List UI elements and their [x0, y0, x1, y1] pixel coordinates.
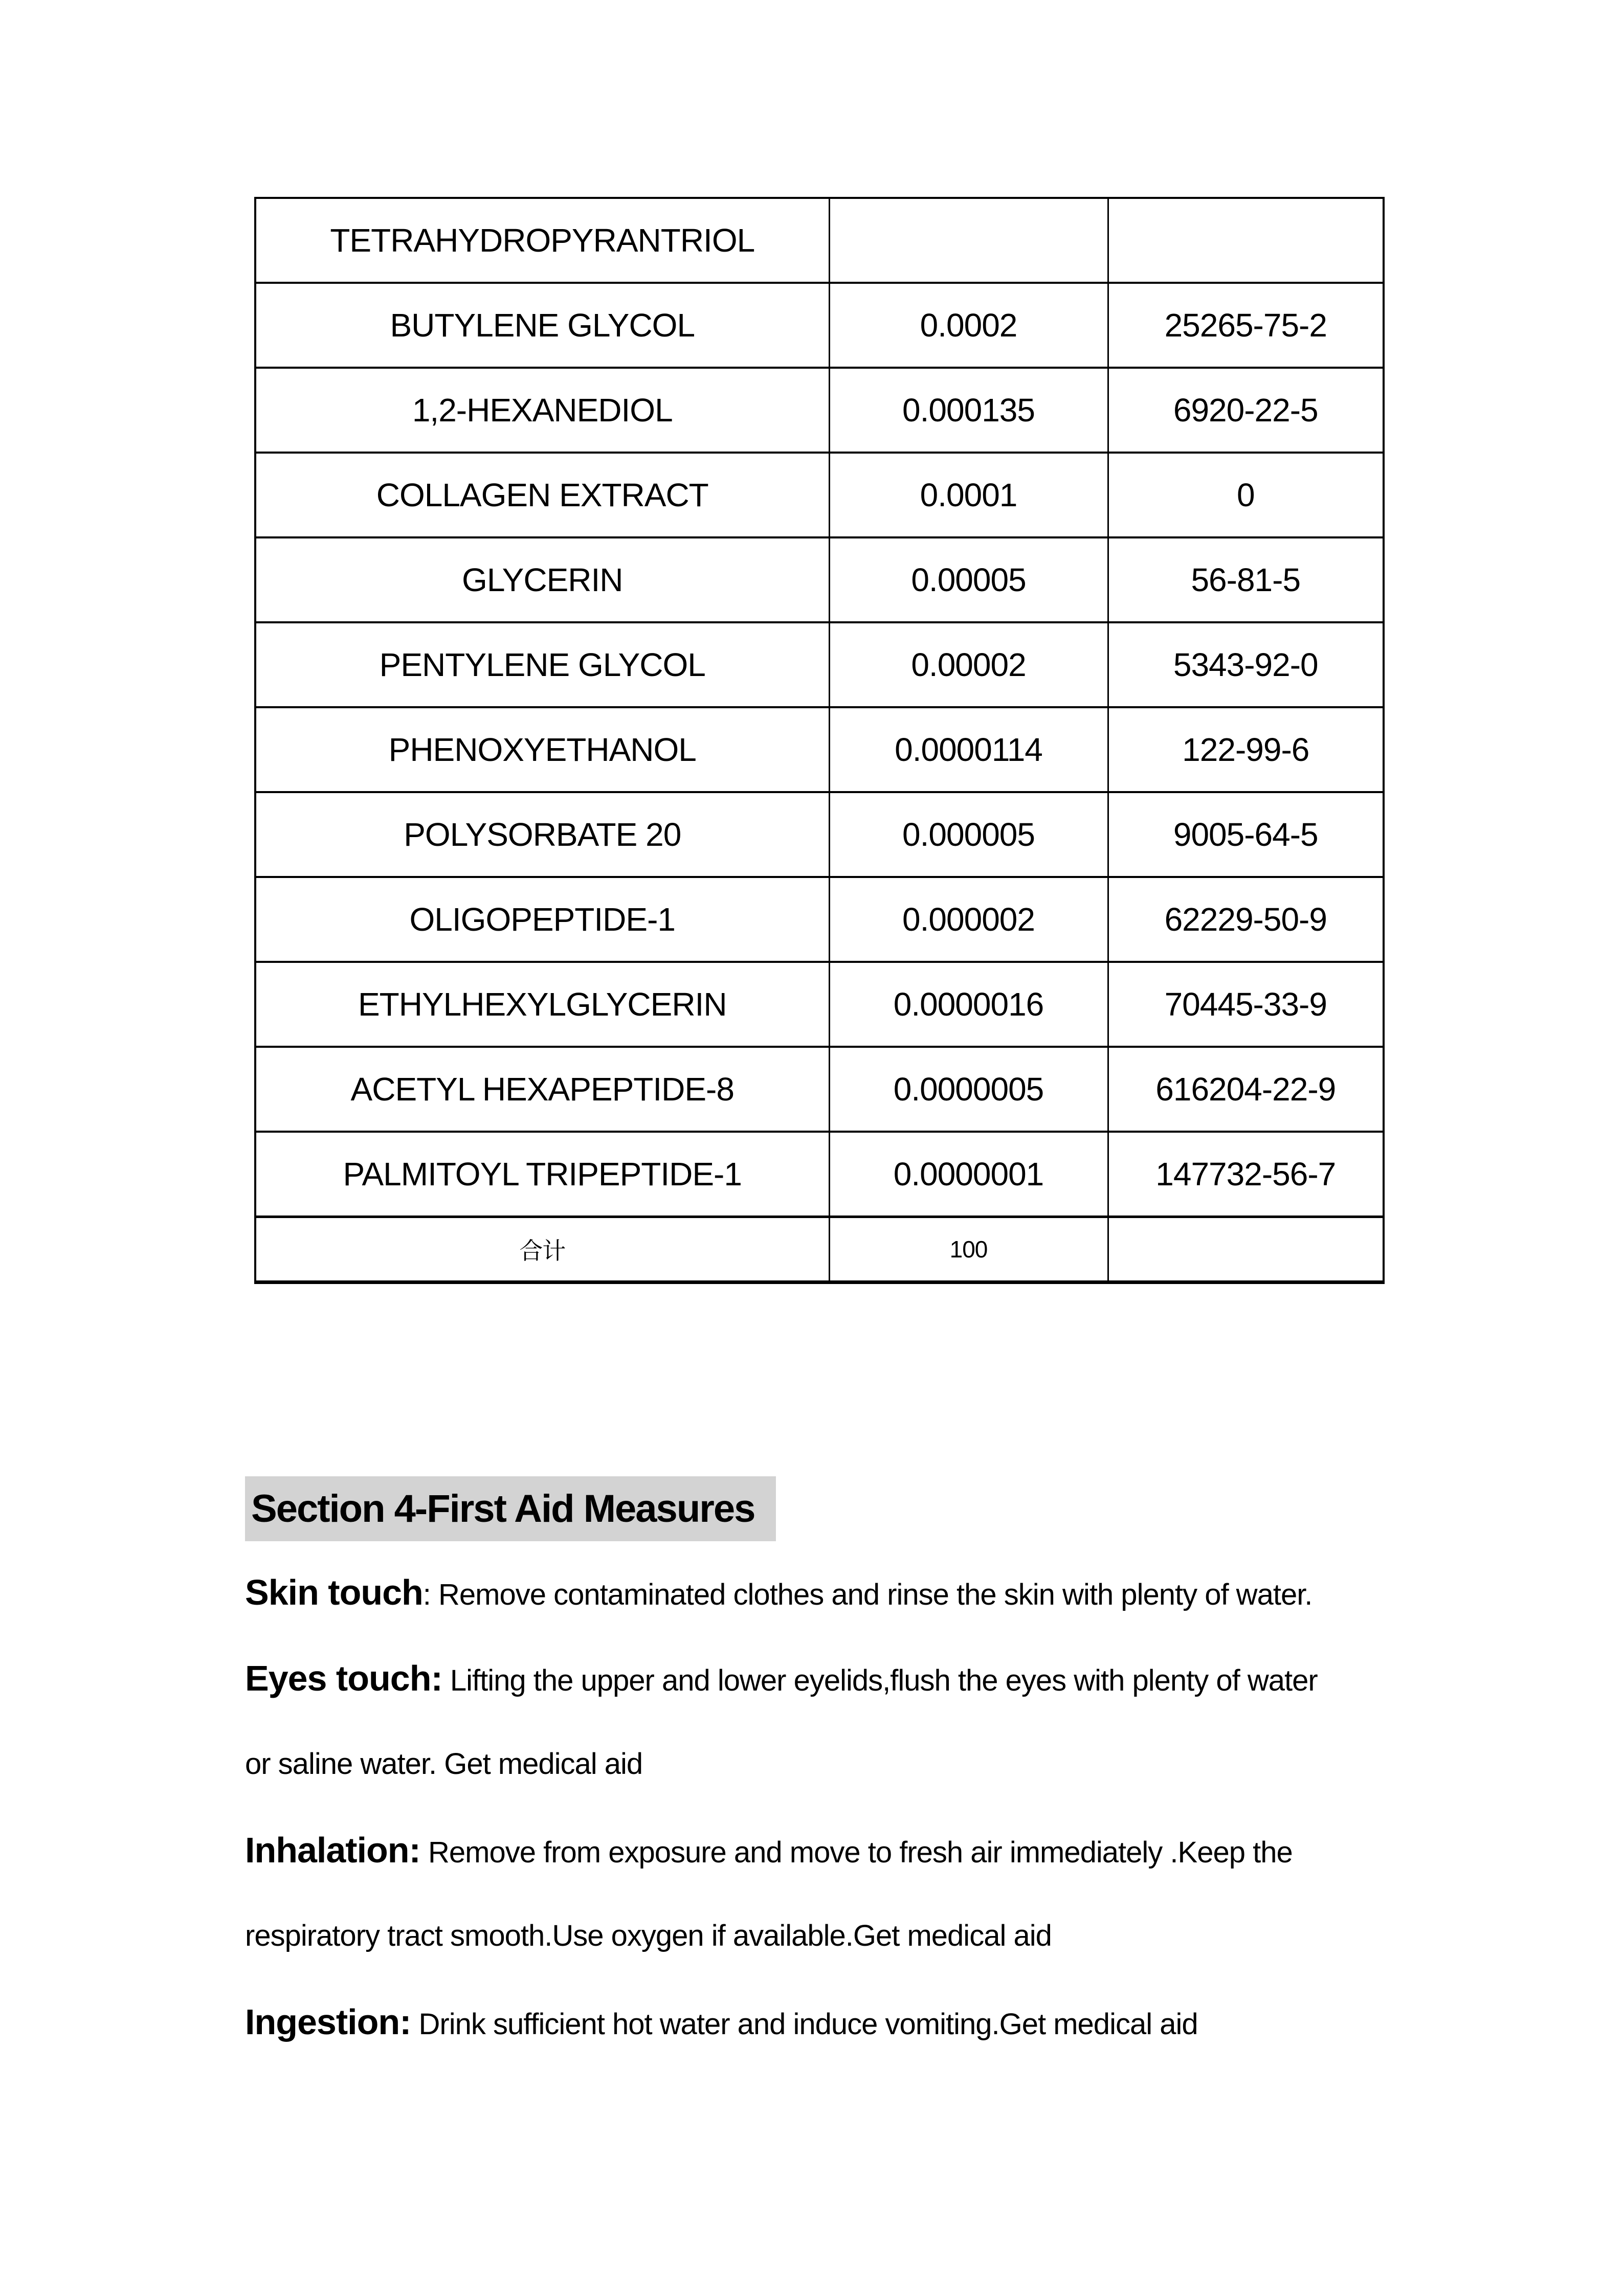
ingredient-name-cell: BUTYLENE GLYCOL — [255, 283, 829, 368]
table-row — [255, 962, 1384, 1047]
cas-number-cell: 122-99-6 — [1108, 707, 1384, 792]
concentration-cell: 0.00002 — [829, 622, 1108, 707]
cas-number-cell: 0 — [1108, 453, 1384, 537]
cas-number-cell — [1108, 198, 1384, 283]
table-row — [255, 1047, 1384, 1132]
table-row — [255, 537, 1384, 622]
concentration-cell: 0.0000005 — [829, 1047, 1108, 1132]
table-row — [255, 622, 1384, 707]
first-aid-measures-text — [245, 1549, 1483, 2065]
ingredient-name-cell: 1,2-HEXANEDIOL — [255, 368, 829, 453]
cas-number-cell: 616204-22-9 — [1108, 1047, 1384, 1132]
first-aid-label: Eyes touch: — [245, 1658, 442, 1698]
concentration-cell: 0.000005 — [829, 792, 1108, 877]
concentration-cell: 0.0001 — [829, 453, 1108, 537]
cas-number-cell: 62229-50-9 — [1108, 877, 1384, 962]
cas-number-cell: 9005-64-5 — [1108, 792, 1384, 877]
label-separator — [411, 2008, 418, 2041]
first-aid-line — [245, 1549, 1483, 1635]
ingredient-name-cell: POLYSORBATE 20 — [255, 792, 829, 877]
cas-number-cell: 6920-22-5 — [1108, 368, 1384, 453]
first-aid-line — [245, 1893, 1483, 1979]
table-row — [255, 707, 1384, 792]
first-aid-text-segment: respiratory tract smooth.Use oxygen if available.Get medical aid — [245, 1919, 1052, 1952]
section-4-heading: Section 4-First Aid Measures — [245, 1476, 776, 1541]
table-row — [255, 283, 1384, 368]
first-aid-line — [245, 1807, 1483, 1893]
concentration-cell: 0.0000016 — [829, 962, 1108, 1047]
label-separator — [442, 1664, 450, 1697]
concentration-cell: 100 — [829, 1217, 1108, 1282]
label-separator: : — [422, 1578, 439, 1611]
first-aid-line — [245, 1979, 1483, 2065]
cas-number-cell: 5343-92-0 — [1108, 622, 1384, 707]
table-row — [255, 198, 1384, 283]
concentration-cell: 0.0000114 — [829, 707, 1108, 792]
ingredient-name-cell: PENTYLENE GLYCOL — [255, 622, 829, 707]
concentration-cell — [829, 198, 1108, 283]
ingredient-name-cell: COLLAGEN EXTRACT — [255, 453, 829, 537]
table-row — [255, 792, 1384, 877]
first-aid-line — [245, 1635, 1483, 1721]
concentration-cell: 0.0000001 — [829, 1132, 1108, 1217]
cas-number-cell: 56-81-5 — [1108, 537, 1384, 622]
ingredient-name-cell: GLYCERIN — [255, 537, 829, 622]
table-row — [255, 368, 1384, 453]
table-total-row — [255, 1217, 1384, 1282]
ingredient-name-cell: PALMITOYL TRIPEPTIDE-1 — [255, 1132, 829, 1217]
cas-number-cell — [1108, 1217, 1384, 1282]
cas-number-cell: 147732-56-7 — [1108, 1132, 1384, 1217]
ingredient-name-cell: ETHYLHEXYLGLYCERIN — [255, 962, 829, 1047]
concentration-cell: 0.000135 — [829, 368, 1108, 453]
first-aid-text-segment: Remove contaminated clothes and rinse the skin with plenty of water. — [438, 1578, 1312, 1611]
concentration-cell: 0.0002 — [829, 283, 1108, 368]
ingredient-name-cell: 合计 — [255, 1217, 829, 1282]
label-separator — [420, 1836, 428, 1869]
first-aid-label: Inhalation: — [245, 1830, 420, 1870]
cas-number-cell: 70445-33-9 — [1108, 962, 1384, 1047]
cas-number-cell: 25265-75-2 — [1108, 283, 1384, 368]
first-aid-text-segment: Remove from exposure and move to fresh air immediately .Keep the — [428, 1836, 1293, 1869]
ingredient-name-cell: ACETYL HEXAPEPTIDE-8 — [255, 1047, 829, 1132]
table-row — [255, 877, 1384, 962]
ingredients-table — [254, 197, 1385, 1284]
concentration-cell: 0.00005 — [829, 537, 1108, 622]
first-aid-text-segment: Drink sufficient hot water and induce vomiting.Get medical aid — [418, 2008, 1198, 2041]
ingredient-name-cell: PHENOXYETHANOL — [255, 707, 829, 792]
concentration-cell: 0.000002 — [829, 877, 1108, 962]
table-row — [255, 453, 1384, 537]
table-row — [255, 1132, 1384, 1217]
first-aid-label: Skin touch — [245, 1572, 423, 1612]
first-aid-label: Ingestion: — [245, 2002, 411, 2042]
ingredient-name-cell: TETRAHYDROPYRANTRIOL — [255, 198, 829, 283]
ingredient-name-cell: OLIGOPEPTIDE-1 — [255, 877, 829, 962]
first-aid-text-segment: or saline water. Get medical aid — [245, 1747, 643, 1781]
first-aid-text-segment: Lifting the upper and lower eyelids,flush the eyes with plenty of water — [450, 1664, 1318, 1697]
first-aid-line — [245, 1721, 1483, 1807]
